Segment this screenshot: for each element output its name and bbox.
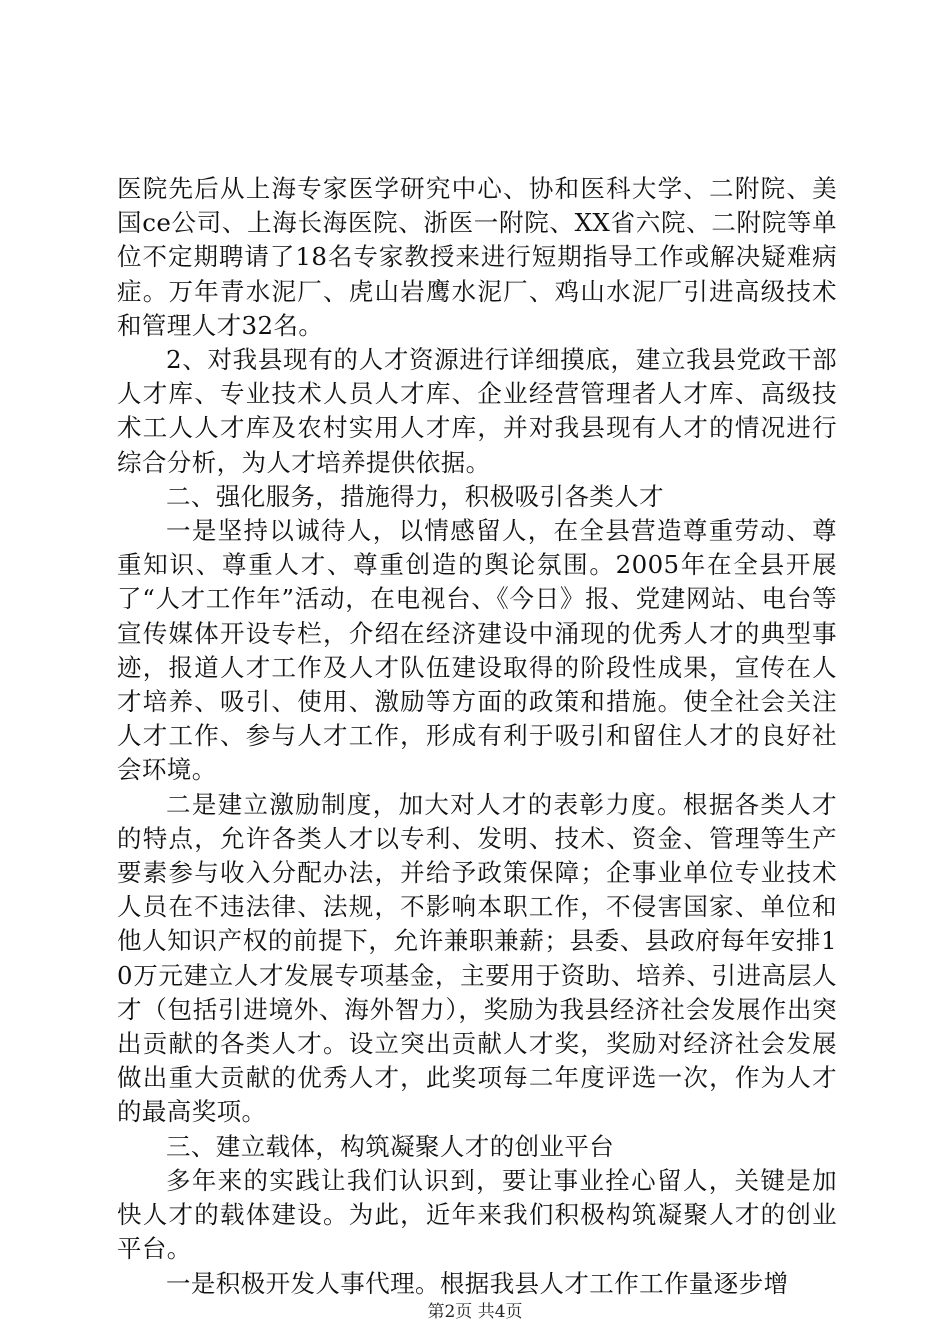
paragraph: 三、建立载体，构筑凝聚人才的创业平台 <box>166 1131 615 1161</box>
paragraph: 多年来的实践让我们认识到，要让事业拴心留人，关键是加快人才的载体建设。为此，近年来我们积极构筑凝聚人才的创业平台。 <box>117 1165 837 1264</box>
paragraph: 二是建立激励制度，加大对人才的表彰力度。根据各类人才的特点，允许各类人才以专利、发明、技术、资金、管理等生产要素参与收入分配办法，并给予政策保障；企事业单位专业技术人员在不违法律、法规，不影响本职工作，不侵害国家、单位和他人知识产权的前提下，允许兼职兼薪；县委、县政府每年安排10万元建立人才发展专项基金，主要用于资助、培养、引进高层人才（包括引进境外、海外智力），奖励为我县经济社会发展作出突出贡献的各类人才。设立突出贡献人才奖，奖励对经济社会发展做出重大贡献的优秀人才，此奖项每二年度评选一次，作为人才的最高奖项。 <box>117 789 837 1127</box>
page-footer: 第2页 共4页 <box>427 1302 523 1322</box>
paragraph: 2、对我县现有的人才资源进行详细摸底，建立我县党政干部人才库、专业技术人员人才库、企业经营管理者人才库、高级技术工人人才库及农村实用人才库，并对我县现有人才的情况进行综合分析，为人才培养提供依据。 <box>117 345 837 477</box>
document-body <box>117 172 837 1301</box>
paragraph: 一是坚持以诚待人，以情感留人，在全县营造尊重劳动、尊重知识、尊重人才、尊重创造的舆论氛围。2005年在全县开展了“人才工作年”活动，在电视台、《今日》报、党建网站、电台等宣传媒体开设专栏，介绍在经济建设中涌现的优秀人才的典型事迹，报道人才工作及人才队伍建设取得的阶段性成果，宣传在人才培养、吸引、使用、激励等方面的政策和措施。使全社会关注人才工作、参与人才工作，形成有利于吸引和留住人才的良好社会环境。 <box>117 516 837 785</box>
paragraph: 一是积极开发人事代理。根据我县人才工作工作量逐步增 <box>166 1268 789 1298</box>
paragraph: 医院先后从上海专家医学研究中心、协和医科大学、二附院、美国ce公司、上海长海医院、浙医一附院、XX省六院、二附院等单位不定期聘请了18名专家教授来进行短期指导工作或解决疑难病症。万年青水泥厂、虎山岩鹰水泥厂、鸡山水泥厂引进高级技术和管理人才32名。 <box>117 174 837 340</box>
paragraph: 二、强化服务，措施得力，积极吸引各类人才 <box>166 481 664 511</box>
